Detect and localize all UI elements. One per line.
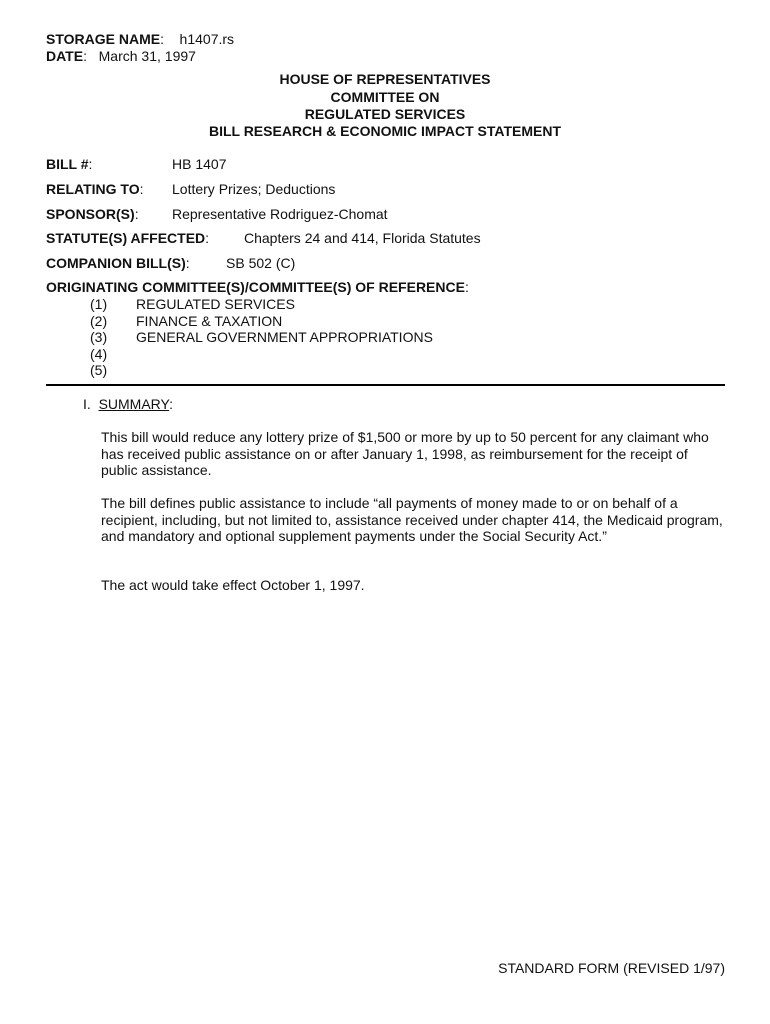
summary-paragraph: The act would take effect October 1, 1997.: [101, 577, 365, 593]
committee-item: [90, 313, 282, 330]
committee-number: (2): [90, 313, 108, 329]
committee-name: FINANCE & TAXATION: [136, 313, 283, 329]
date-line: DATE: March 31, 1997: [46, 48, 196, 64]
bill-number-row: BILL #:: [46, 156, 93, 172]
relating-to-row: RELATING TO:: [46, 181, 144, 197]
companion-bill-row: COMPANION BILL(S):: [46, 255, 190, 271]
committee-number: (3): [90, 329, 108, 345]
committee-item: [90, 362, 136, 379]
date-value: March 31, 1997: [98, 48, 196, 64]
summary-paragraph: The bill defines public assistance to include “all payments of money made to or on behalf of a recipient, including, but not limited to, assistance received under chapter 414, the Medicaid program, and mandatory and optional supplement payments under the Social Security Act.”: [101, 495, 723, 544]
bill-number-label: BILL #: [46, 156, 89, 172]
committee-number: (5): [90, 362, 108, 378]
summary-numeral: I.: [83, 396, 91, 412]
summary-paragraph: This bill would reduce any lottery prize of $1,500 or more by up to 50 percent for any claimant who has received public assistance on or after January 1, 1998, as reimbursement for the receipt of public assistance.: [101, 429, 709, 478]
header-committee-name: REGULATED SERVICES: [304, 106, 466, 122]
storage-name-value: h1407.rs: [179, 31, 235, 47]
section-divider: [46, 384, 725, 386]
form-footer: STANDARD FORM (REVISED 1/97): [498, 960, 725, 976]
companion-bill-value: SB 502 (C): [226, 255, 296, 271]
relating-to-label: RELATING TO: [46, 181, 140, 197]
storage-name-label: STORAGE NAME: [46, 31, 161, 47]
committee-name: GENERAL GOVERNMENT APPROPRIATIONS: [136, 329, 433, 345]
sponsor-value: Representative Rodriguez-Chomat: [172, 206, 388, 222]
summary-title: SUMMARY: [98, 396, 170, 412]
header-statement-title: BILL RESEARCH & ECONOMIC IMPACT STATEMENT: [208, 123, 562, 139]
header-house: HOUSE OF REPRESENTATIVES: [279, 71, 491, 87]
committee-item: [90, 346, 136, 363]
bill-number-value: HB 1407: [172, 156, 227, 172]
statutes-affected-value: Chapters 24 and 414, Florida Statutes: [244, 230, 481, 246]
statutes-affected-row: STATUTE(S) AFFECTED:: [46, 230, 210, 246]
storage-name-line: STORAGE NAME: h1407.rs: [46, 31, 235, 47]
committee-number: (4): [90, 346, 108, 362]
sponsor-label: SPONSOR(S): [46, 206, 135, 222]
committee-name: REGULATED SERVICES: [136, 296, 295, 312]
companion-bill-label: COMPANION BILL(S): [46, 255, 186, 271]
header-committee-on: COMMITTEE ON: [330, 89, 440, 105]
committee-item: [90, 329, 433, 346]
committee-number: (1): [90, 296, 108, 312]
date-label: DATE: [46, 48, 84, 64]
summary-heading: I. SUMMARY:: [83, 396, 173, 412]
sponsor-row: SPONSOR(S):: [46, 206, 139, 222]
committees-label: ORIGINATING COMMITTEE(S)/COMMITTEE(S) OF REFERENCE: [46, 279, 465, 295]
committees-heading: ORIGINATING COMMITTEE(S)/COMMITTEE(S) OF REFERENCE:: [46, 279, 469, 295]
relating-to-value: Lottery Prizes; Deductions: [172, 181, 336, 197]
statutes-affected-label: STATUTE(S) AFFECTED: [46, 230, 206, 246]
committee-item: [90, 296, 295, 313]
